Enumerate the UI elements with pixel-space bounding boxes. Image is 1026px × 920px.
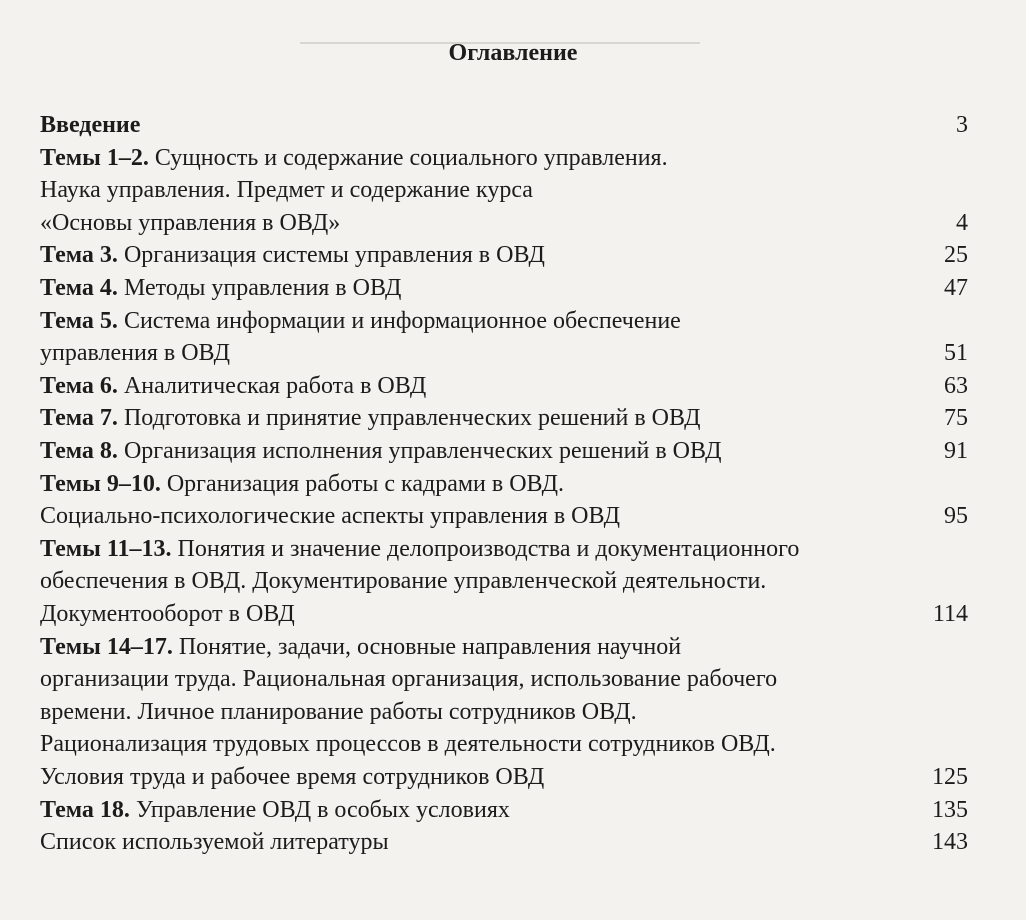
toc-entry-topic-label: Тема 8. [40, 438, 118, 464]
toc-entry-line [40, 729, 920, 759]
toc-entry-line [40, 208, 920, 238]
toc-entry-text: Организация системы управления в ОВД [117, 242, 545, 269]
toc-entry-line [40, 599, 920, 629]
toc-page-number: 51 [944, 340, 968, 367]
toc-entry-line [40, 143, 920, 173]
toc-entry-line [40, 795, 920, 825]
toc-entry-line [40, 697, 920, 727]
toc-entry-text: Понятия и значение делопроизводства и документационного [171, 535, 800, 562]
toc-entry-line [40, 403, 920, 433]
toc-entry-text: Наука управления. Предмет и содержание курса [40, 177, 533, 204]
toc-entry-line [40, 664, 920, 694]
toc-page-number: 75 [944, 405, 968, 432]
toc-page-number: 47 [944, 275, 968, 301]
toc-entry-text: «Основы управления в ОВД» [40, 209, 341, 236]
toc-entry-text: Социально-психологические аспекты управления в ОВД [40, 503, 620, 530]
toc-page-number: 91 [944, 438, 968, 464]
toc-page-number: 135 [932, 796, 968, 823]
toc-entry-text: Рационализация трудовых процессов в деятельности сотрудников ОВД. [40, 731, 776, 758]
toc-entry-line [40, 306, 920, 336]
toc-page-number: 125 [932, 764, 968, 790]
toc-entry-text: Условия труда и рабочее время сотрудников ОВД [40, 764, 545, 790]
toc-entry-line [40, 371, 920, 401]
toc-entry-topic-label: Темы 1–2. [40, 144, 149, 171]
toc-page-number: 95 [944, 503, 968, 530]
toc-entry-line [40, 501, 920, 531]
toc-entry-topic-label: Тема 4. [40, 275, 118, 301]
toc-entry-topic-label: Тема 5. [40, 307, 118, 334]
toc-entry-line [40, 469, 920, 499]
toc-entry-topic-label: Темы 11–13. [40, 535, 172, 562]
toc-entry-topic-label: Тема 3. [40, 242, 118, 269]
toc-title: Оглавление [448, 40, 578, 66]
toc-entry-topic-label: Тема 7. [40, 405, 118, 432]
toc-entry-text: Подготовка и принятие управленческих решений в ОВД [117, 405, 701, 432]
toc-entry-text: организации труда. Рациональная организация, использование рабочего [40, 666, 778, 693]
toc-entry-text: Сущность и содержание социального управления. [148, 144, 668, 171]
toc-page-number: 4 [956, 209, 968, 236]
toc-entry-text: Управление ОВД в особых условиях [129, 796, 510, 823]
toc-entry-topic-label: Тема 6. [40, 372, 118, 399]
toc-entry-line [40, 534, 920, 564]
toc-page-number: 25 [944, 242, 968, 269]
toc-entry-text: Список используемой литературы [40, 829, 389, 856]
toc-entry-line [40, 110, 920, 140]
toc-entry-text: Аналитическая работа в ОВД [117, 372, 427, 399]
toc-entry-text: времени. Личное планирование работы сотрудников ОВД. [40, 698, 637, 725]
toc-page-number: 63 [944, 372, 968, 399]
toc-entry-topic-label: Темы 9–10. [40, 470, 161, 497]
toc-entry-line [40, 566, 920, 596]
toc-entry-line [40, 436, 920, 466]
toc-entry-text: Методы управления в ОВД [117, 275, 402, 301]
toc-entry-topic-label: Введение [40, 112, 141, 138]
toc-page-number: 3 [956, 112, 968, 138]
toc-entry-text: Понятие, задачи, основные направления научной [172, 633, 682, 660]
toc-page-number: 143 [932, 829, 968, 856]
toc-entry-topic-label: Тема 18. [40, 796, 130, 823]
toc-entry-text: Организация исполнения управленческих решений в ОВД [117, 438, 722, 464]
toc-entry-topic-label: Темы 14–17. [40, 633, 173, 660]
toc-entry-line [40, 273, 920, 303]
toc-page-number: 114 [932, 601, 968, 627]
toc-entry-text: Документооборот в ОВД [40, 601, 295, 627]
toc-entry-text: управления в ОВД [40, 340, 230, 367]
toc-entry-line [40, 827, 920, 857]
toc-entry-line [40, 632, 920, 662]
toc-entry-line [40, 762, 920, 792]
toc-entry-text: Система информации и информационное обеспечение [117, 307, 681, 334]
toc-entry-line [40, 338, 920, 368]
toc-entry-line [40, 175, 920, 205]
toc-entry-text: Организация работы с кадрами в ОВД. [160, 470, 565, 497]
toc-entry-line [40, 240, 920, 270]
toc-entry-text: обеспечения в ОВД. Документирование управленческой деятельности. [40, 568, 767, 595]
